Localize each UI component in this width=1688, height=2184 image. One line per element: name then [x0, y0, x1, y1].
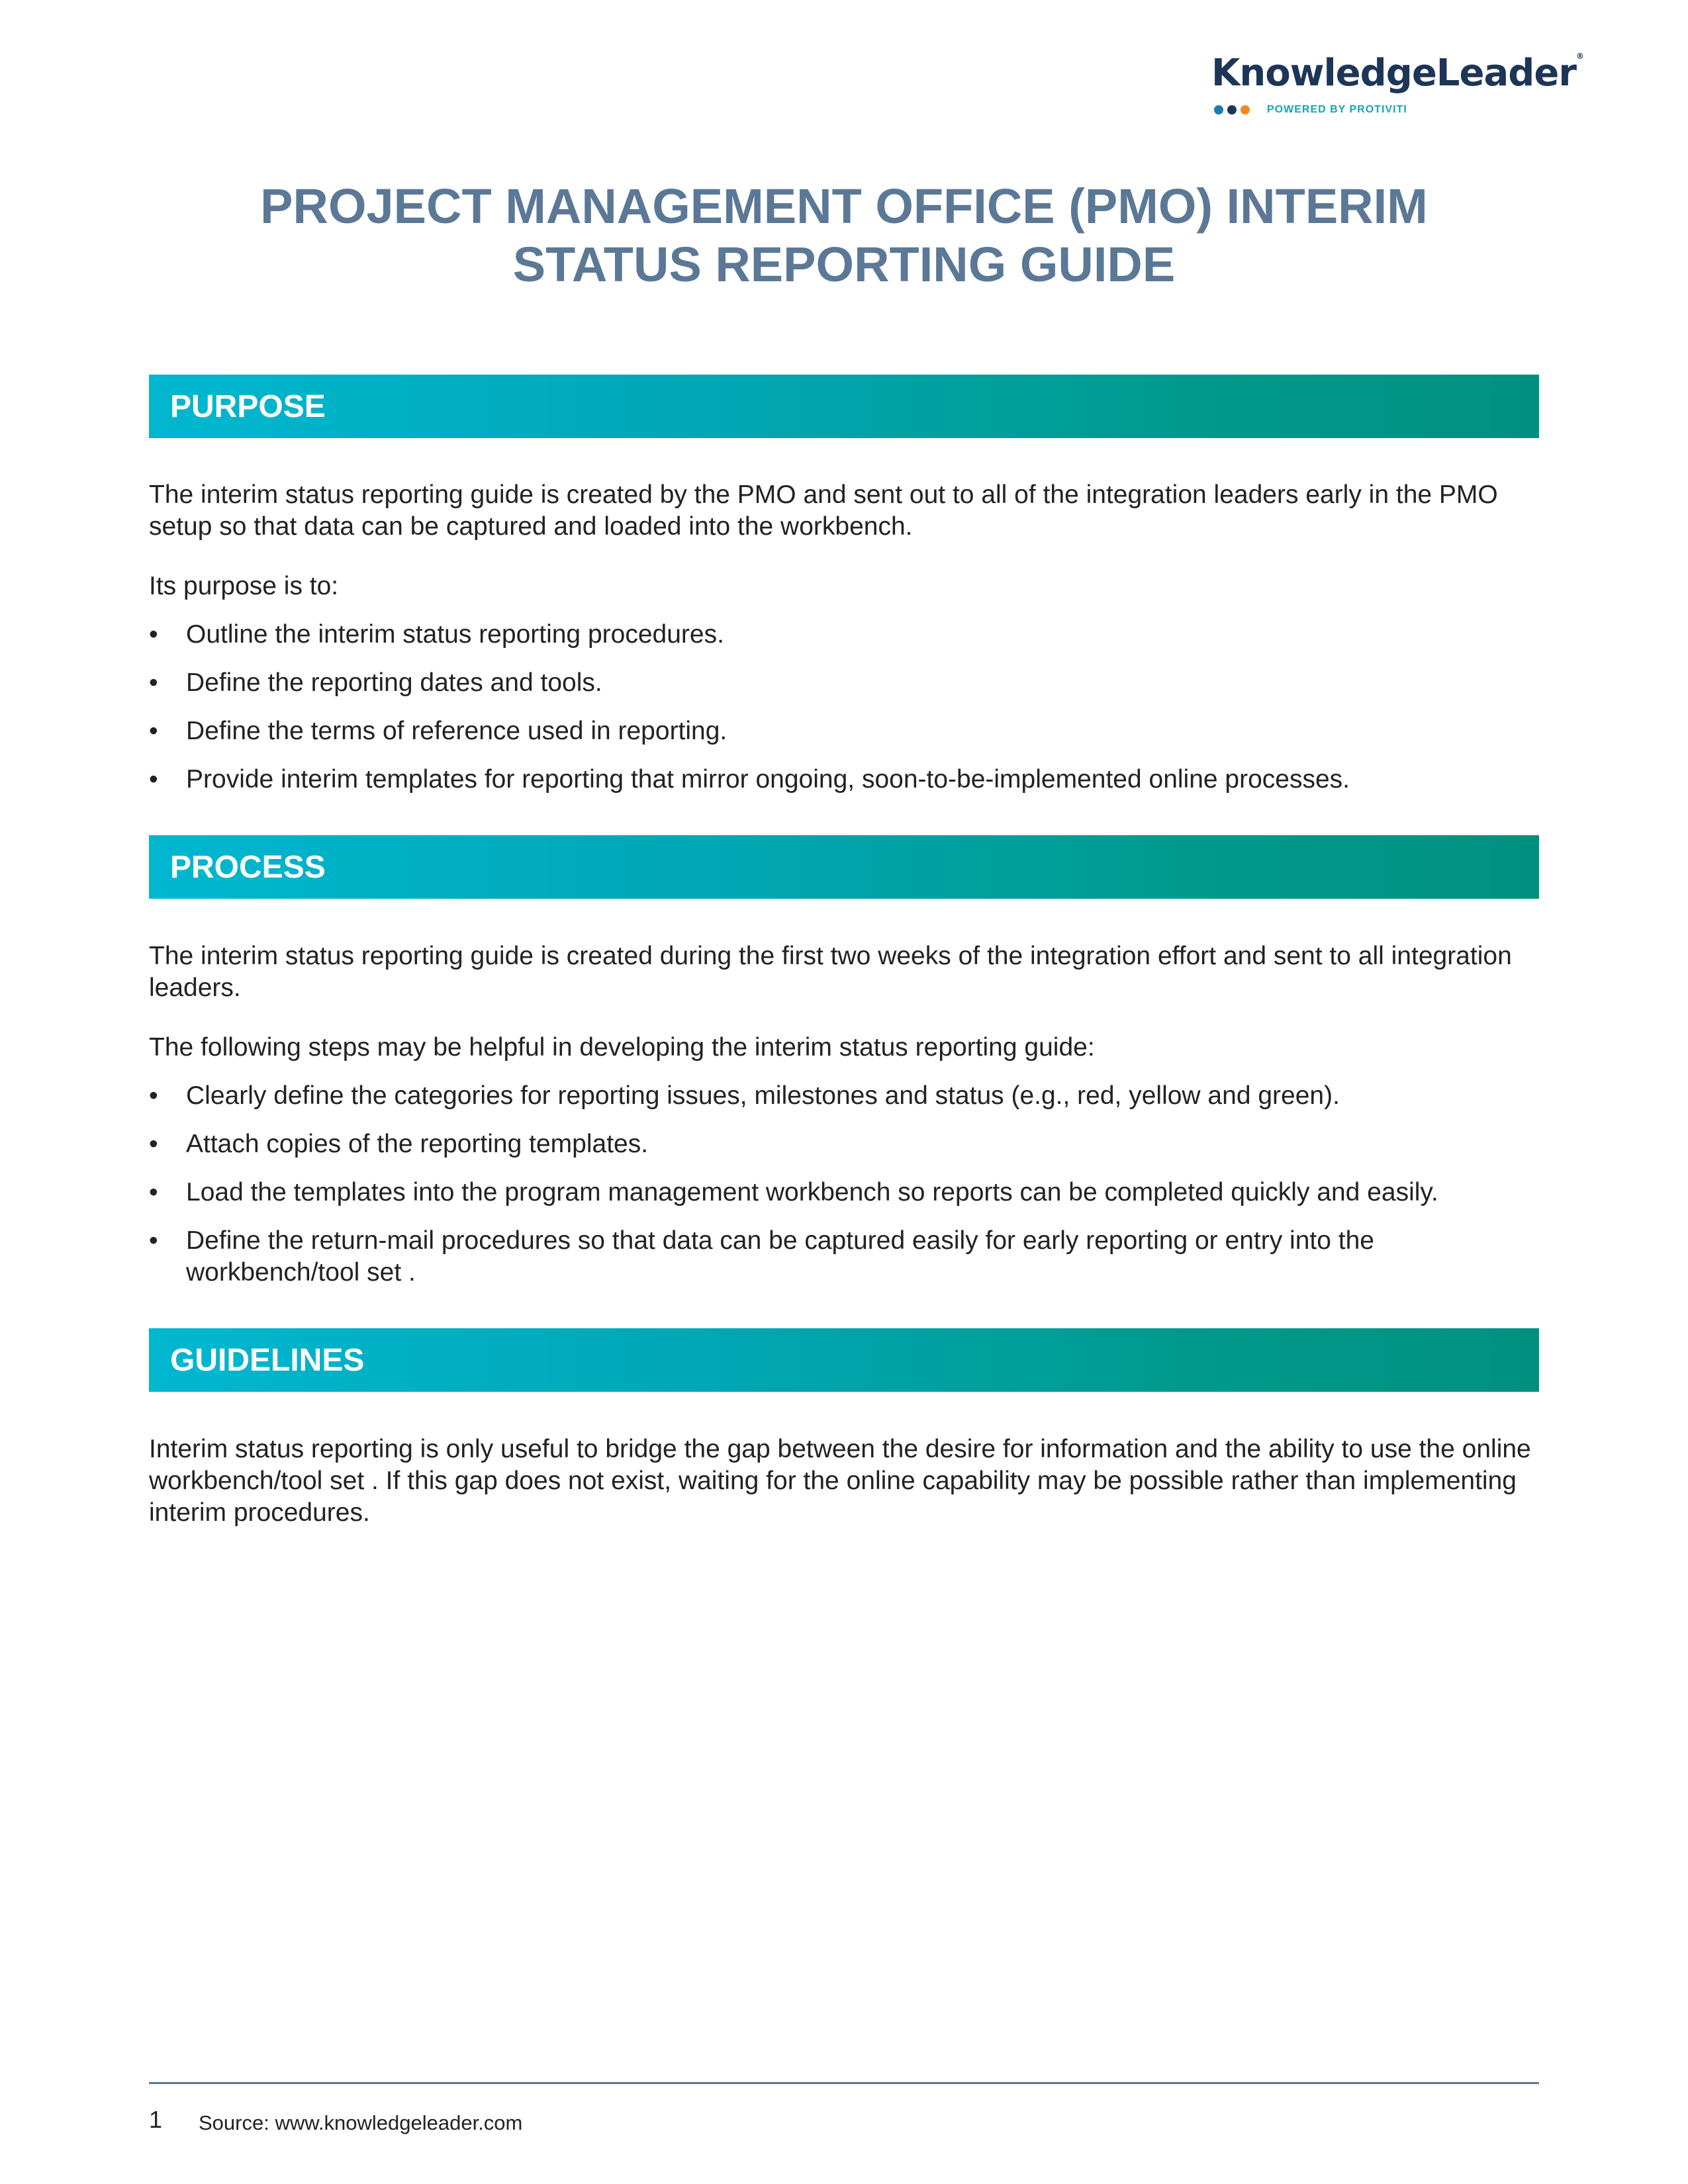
footer-divider — [149, 2082, 1539, 2084]
section-heading-purpose: PURPOSE — [149, 375, 1539, 438]
source-note: Source: www.knowledgeleader.com — [199, 2111, 523, 2134]
logo-dot-1-icon — [1214, 105, 1223, 114]
list-item: • Clearly define the categories for reporting issues, milestones and status (e.g., red, yellow and green). — [149, 1080, 1539, 1112]
logo-wordmark: KnowledgeLeader — [1211, 52, 1576, 95]
registered-mark: ® — [1575, 52, 1583, 61]
process-intro: The following steps may be helpful in developing the interim status reporting guide: — [149, 1033, 1095, 1062]
document-title — [149, 177, 1539, 294]
purpose-paragraph: The interim status reporting guide is created by the PMO and sent out to all of the integration leaders early in the PMO setup so that data can be captured and loaded into the workbench. — [149, 480, 1498, 541]
list-item: • Provide interim templates for reporting that mirror ongoing, soon-to-be-implemented online processes. — [149, 764, 1539, 796]
logo-tagline-row — [1214, 102, 1407, 118]
knowledgeleader-logo — [1211, 52, 1583, 124]
list-item: • Outline the interim status reporting procedures. — [149, 619, 1539, 651]
list-item: • Define the return-mail procedures so that data can be captured easily for early reporting or entry into the workbench/tool set . — [149, 1225, 1539, 1289]
title-line-2: STATUS REPORTING GUIDE — [512, 237, 1176, 292]
process-paragraph: The interim status reporting guide is created during the first two weeks of the integration effort and sent to all integration leaders. — [149, 942, 1512, 1002]
section-heading-process: PROCESS — [149, 835, 1539, 899]
purpose-intro: Its purpose is to: — [149, 572, 339, 600]
purpose-bullet-list — [149, 619, 1539, 812]
list-item: • Define the reporting dates and tools. — [149, 667, 1539, 699]
logo-dot-2-icon — [1227, 105, 1237, 114]
section-heading-guidelines: GUIDELINES — [149, 1328, 1539, 1392]
list-item: • Load the templates into the program management workbench so reports can be completed quickly and easily. — [149, 1177, 1539, 1208]
logo-tagline: POWERED BY PROTIVITI — [1267, 104, 1407, 115]
page-number: 1 — [149, 2106, 163, 2133]
guidelines-paragraph: Interim status reporting is only useful to bridge the gap between the desire for information and the ability to use the online workbench/tool set . If this gap does not exist, waiting for the online capability may be possible rather than implementing interim procedures. — [149, 1435, 1531, 1527]
list-item: • Define the terms of reference used in reporting. — [149, 715, 1539, 747]
list-item: • Attach copies of the reporting templates. — [149, 1128, 1539, 1160]
title-line-1: PROJECT MANAGEMENT OFFICE (PMO) INTERIM — [260, 179, 1428, 234]
process-bullet-list — [149, 1080, 1539, 1305]
logo-dot-3-icon — [1241, 105, 1250, 114]
